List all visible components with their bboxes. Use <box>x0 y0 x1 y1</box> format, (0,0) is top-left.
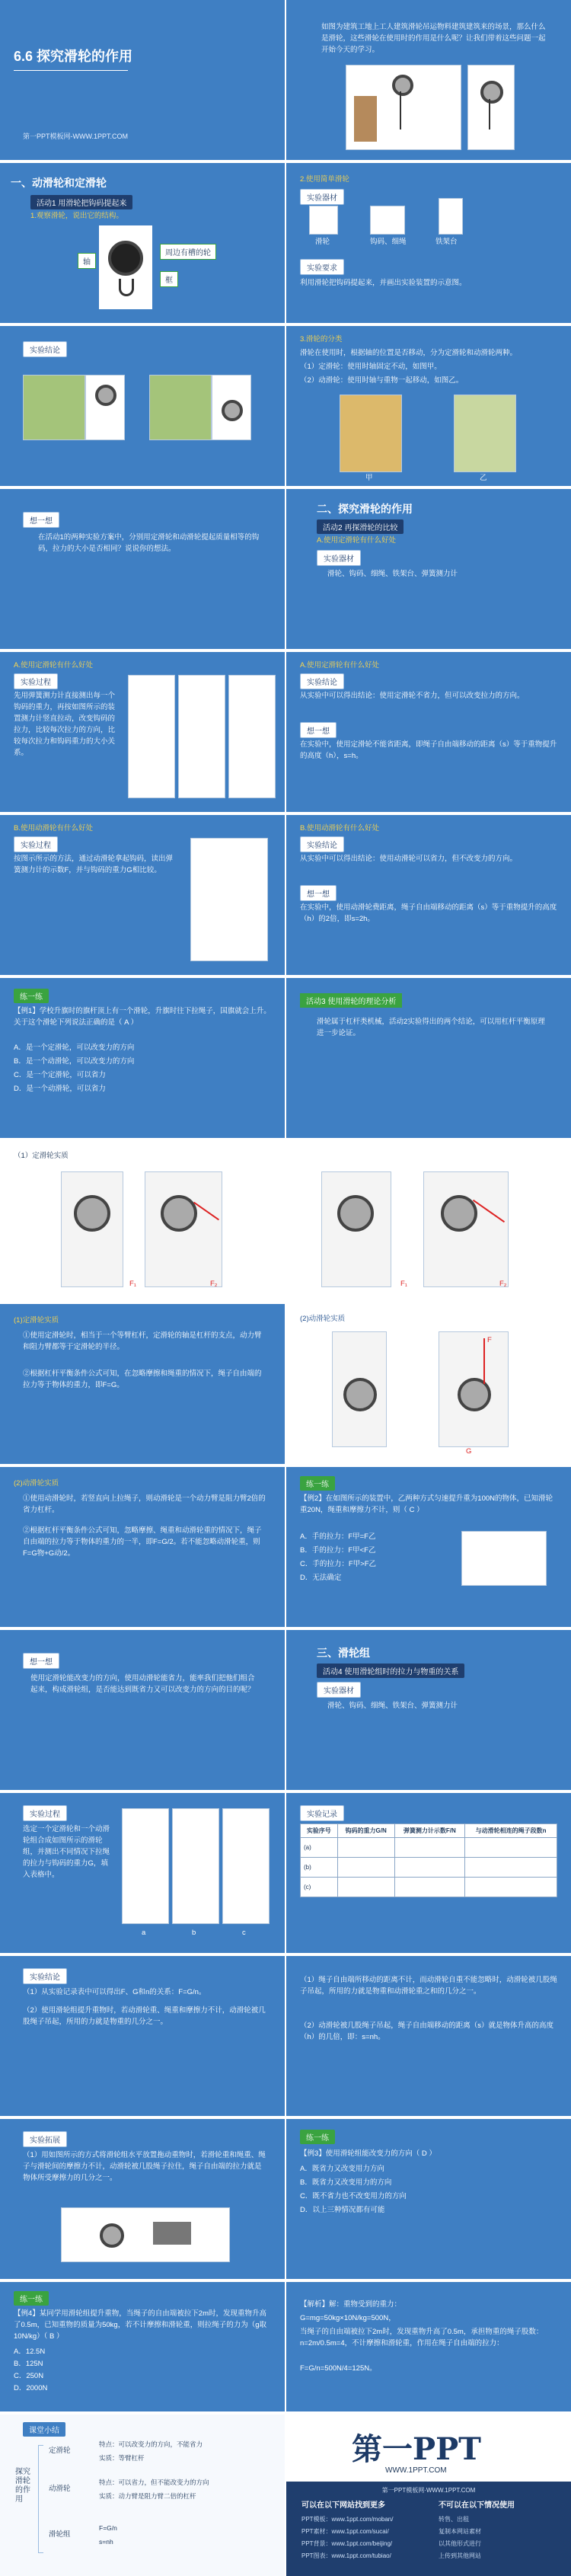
solution-l3: 当绳子的自由端被拉下2m时，发现重物升高了0.5m，承担物重的绳子股数：n=2m/0.5m=4，不计摩擦和滑轮重，作用在绳子自由端的拉力： <box>300 2328 544 2347</box>
slide-1 <box>0 0 285 160</box>
material-list-2: 滑轮、钩码、细绳、铁架台、弹簧测力计 <box>327 570 458 578</box>
practice-tag-2: 练一练 <box>300 1476 335 1491</box>
classification-title: 3.滑轮的分类 <box>300 335 343 344</box>
table-cell <box>337 1858 394 1878</box>
force-arrow-icon-d <box>473 1200 505 1222</box>
conclusion-tag-3: 实验结论 <box>300 836 344 852</box>
table-cell <box>465 1878 557 1897</box>
pulley-wheel-icon <box>108 241 143 276</box>
process-text: 先用弹簧测力计直接测出每一个钩码的重力，再按如图所示的装置测力计竖直拉动，改变钩码的拉力，比较每次拉力的方向，比较每次拉力和钩码重力的大小关系。 <box>14 692 116 757</box>
force-arrow-up-icon <box>483 1338 485 1384</box>
example-2-a: A．手的拉力：F甲=F乙 <box>300 1532 376 1541</box>
link-backgrounds[interactable]: PPT背景：www.1ppt.com/beijing/ <box>301 2540 393 2547</box>
summary-bracket <box>38 2445 43 2553</box>
record-header: 与动滑轮相连的绳子段数n <box>465 1824 557 1838</box>
example-4-c: C．250N <box>14 2372 44 2380</box>
slide-29 <box>0 2282 285 2411</box>
activity-4-tag: 活动4 使用滑轮组时的拉力与物重的关系 <box>317 1664 464 1678</box>
force-f1-label-b: F₁ <box>400 1280 408 1288</box>
pulley-system-b <box>172 1808 219 1924</box>
construction-photo <box>346 65 461 150</box>
horizontal-pulley-icon <box>100 2223 124 2248</box>
slide-16 <box>286 1141 571 1301</box>
fixed-essence-l1: ①使用定滑轮时，相当于一个等臂杠杆，定滑轮的轴是杠杆的支点，动力臂和阻力臂都等于定滑轮的半径。 <box>23 1331 262 1351</box>
process-tag-3: 实验过程 <box>23 1805 67 1821</box>
material-tag-3: 实验器材 <box>317 1682 361 1698</box>
mat-weights <box>370 206 405 235</box>
example-2-d: D．无法确定 <box>300 1574 342 1582</box>
table-cell <box>337 1878 394 1897</box>
extension-text: （1）用如图所示的方式将滑轮组水平放置拖动重物时，若滑轮重和绳重、绳子与滑轮间的摩擦力不计，动滑轮被几股绳子拉住，绳子自由端的拉力就是物体所受摩擦力的几分之一。 <box>23 2151 266 2182</box>
slide-31 <box>0 2415 285 2576</box>
think-text-4: 使用定滑轮能改变力的方向，使用动滑轮能省力，能率我们把他们组合起来，构成滑轮组，是否能达到既省力又可以改变力的方向的目的呢？ <box>30 1674 255 1694</box>
conclusion-tag-2: 实验结论 <box>300 673 344 689</box>
record-table-header-row <box>301 1824 557 1838</box>
activity-3-text: 滑轮属于杠杆类机械，活动2实验得出的两个结论，可以用杠杆平衡原理进一步论证。 <box>317 1018 545 1037</box>
mat-3: 铁架台 <box>435 238 458 246</box>
record-header: 钩码的重力G/N <box>337 1824 394 1838</box>
brand-url: WWW.1PPT.COM <box>385 2466 447 2475</box>
experiment-photo-1 <box>23 375 85 440</box>
fixed-pulley-diagram-c <box>321 1171 391 1287</box>
brand-bar <box>286 2482 571 2576</box>
example-4-question: 【例4】某同学用滑轮组提升重物，当绳子的自由端被拉下2m时，发现重物升高了0.5m，已知重物的质量为50kg，若不计摩擦和滑轮重，则拉绳子的力为（g取10N/kg）（ B ） <box>14 2309 267 2341</box>
slide-24 <box>286 1793 571 1953</box>
classification-l1: 滑轮在使用时，根据轴的位置是否移动，分为定滑轮和动滑轮两种。 <box>300 349 518 357</box>
block-icon <box>153 2222 191 2245</box>
think-tag-2: 想一想 <box>300 722 337 738</box>
brand-bar-text: 第一PPT模板网·WWW.1PPT.COM <box>381 2487 476 2494</box>
example-1-d: D．是一个动滑轮，可以省力 <box>14 1085 106 1093</box>
table-row <box>301 1858 557 1878</box>
summary-node-2: 动滑轮 <box>49 2485 71 2493</box>
movable-pulley-setup <box>190 838 268 961</box>
pulley-photo <box>467 65 515 150</box>
conclusion-tag: 实验结论 <box>23 341 67 357</box>
slide-5 <box>0 326 285 486</box>
group-note-l1: （1）绳子自由端所移动的距离不计，而动滑轮自重不能忽略时，动滑轮被几股绳子吊起，所用的力就是物重和动滑轮重之和的几分之一。 <box>300 1976 557 1996</box>
summary-node-1b: 实质：等臂杠杆 <box>99 2454 145 2462</box>
movable-pulley-wheel-icon <box>343 1378 377 1411</box>
slide-23 <box>0 1793 285 1953</box>
slide-8 <box>286 489 571 649</box>
activity-2-tag: 活动2 再探滑轮的比较 <box>317 519 404 534</box>
pulley-rope <box>489 99 490 129</box>
activity-1-tag: 活动1 用滑轮把钩码提起来 <box>30 195 132 209</box>
movable-essence-l1: ①使用动滑轮时，若竖直向上拉绳子，则动滑轮是一个动力臂是阻力臂2倍的省力杠杆。 <box>23 1494 266 1514</box>
brand-logo: 第一PPT <box>352 2431 481 2467</box>
activity-3-tag: 活动3 使用滑轮的理论分析 <box>300 993 402 1008</box>
conclusion-tag-4: 实验结论 <box>23 1968 67 1984</box>
slide-20 <box>286 1467 571 1627</box>
record-table <box>300 1823 557 1897</box>
label-frame: 框 <box>160 271 178 287</box>
conclusion-l2-b: 在实验中，使用动滑轮费距离，绳子自由端移动的距离（s）等于重物提升的高度（h）的2倍，即s=2h。 <box>300 903 557 923</box>
movable-pulley-diagram-a <box>332 1331 387 1447</box>
requirement-text: 利用滑轮把钩码提起来，并画出实验装置的示意图。 <box>300 279 467 287</box>
table-cell <box>465 1838 557 1858</box>
solution-l2: G=mg=50kg×10N/kg=500N， <box>300 2314 396 2322</box>
force-f-label: F <box>487 1336 492 1344</box>
classification-l2: （1）定滑轮：使用时轴固定不动，如图甲。 <box>300 363 442 371</box>
record-row-label: (a) <box>301 1838 338 1858</box>
fixed-essence-title: （1）定滑轮实质 <box>14 1152 69 1160</box>
example-1-b: B．是一个动滑轮，可以改变力的方向 <box>14 1057 135 1066</box>
think-text: 在活动1的两种实验方案中，分别用定滑轮和动滑轮提起质量相等的钩码，拉力的大小是否相同？说说你的想法。 <box>38 533 260 553</box>
mat-stand <box>439 198 463 235</box>
movable-essence-title: (2)动滑轮实质 <box>300 1315 346 1323</box>
pulley-system-c <box>222 1808 270 1924</box>
slide-11 <box>0 815 285 975</box>
table-row <box>301 1878 557 1897</box>
pulley-wheel-icon <box>480 81 503 104</box>
section-2-title: 二、探究滑轮的作用 <box>317 503 413 515</box>
example-3-b: B．既省力又改变用力的方向 <box>300 2178 392 2187</box>
process-photo-1 <box>128 675 175 798</box>
slide-18 <box>286 1304 571 1464</box>
example-4-d: D．2000N <box>14 2384 48 2392</box>
slide-25 <box>0 1956 285 2116</box>
example-3-question: 【例3】使用滑轮组能改变力的方向（ D ） <box>300 2149 436 2158</box>
record-row-label: (b) <box>301 1858 338 1878</box>
rope <box>400 91 401 129</box>
force-arrow-icon <box>193 1202 219 1221</box>
process-text-2: 按图示所示的方法，通过动滑轮拿起钩码，读出弹簧测力计的示数F，并与钩码的重力G相比较。 <box>14 855 174 874</box>
force-f2-label: F₂ <box>210 1280 218 1288</box>
practice-tag: 练一练 <box>14 989 49 1003</box>
slide-22 <box>286 1630 571 1790</box>
group-conclusion-l1: （1）从实验记录表中可以得出F、G和n的关系：F=G/n。 <box>23 1988 206 1996</box>
slide-3 <box>0 163 285 323</box>
slide-3-section: 一、动滑轮和定滑轮 <box>11 177 107 189</box>
pulley-icon <box>392 75 413 96</box>
link-templates[interactable]: PPT模板：www.1ppt.com/moban/ <box>301 2516 394 2523</box>
solution-l1: 【解析】解：重物受到的重力： <box>300 2300 402 2309</box>
example-1-a: A．是一个定滑轮，可以改变力的方向 <box>14 1044 135 1052</box>
table-row <box>301 1838 557 1858</box>
movable-essence-title-2: (2)动滑轮实质 <box>14 1479 59 1488</box>
caption-a: a <box>142 1929 146 1937</box>
restriction-4: 上传到其他网站 <box>439 2552 481 2559</box>
fixed-pulley-icon <box>95 385 116 406</box>
slide-9-title: A.使用定滑轮有什么好处 <box>14 661 93 670</box>
restriction-3: 以其他形式进行 <box>439 2540 481 2547</box>
process-tag: 实验过程 <box>14 673 58 689</box>
caption-c: c <box>242 1929 246 1937</box>
extension-tag: 实验拓展 <box>23 2131 67 2147</box>
example-2-c: C．手的拉力：F甲>F乙 <box>300 1560 377 1568</box>
section-3-title: 三、滑轮组 <box>317 1647 370 1659</box>
summary-node-2b: 实质：动力臂是阻力臂二倍的杠杆 <box>99 2492 196 2500</box>
process-tag-2: 实验过程 <box>14 836 58 852</box>
slide-3-item1: 1.观察滑轮，说出它的结构。 <box>30 212 123 220</box>
fixed-essence-l2: ②根据杠杆平衡条件公式可知，在忽略摩擦和绳重的情况下，绳子自由端的拉力等于物体的重力，即F=G。 <box>23 1369 262 1389</box>
link-charts[interactable]: PPT图表：www.1ppt.com/tubiao/ <box>301 2552 391 2559</box>
example-2-figure <box>461 1531 547 1586</box>
slide-30 <box>286 2282 571 2411</box>
think-tag-3: 想一想 <box>300 885 337 901</box>
slide-7 <box>0 489 285 649</box>
summary-tag: 课堂小结 <box>23 2422 65 2437</box>
slide-2-intro: 如图为建筑工地上工人建筑滑轮吊运物料建筑建筑来的场景，那么什么是滑轮，这些滑轮在使用时的作用是什么呢？让我们带着这些问题一起开始今天的学习。 <box>321 23 546 54</box>
example-1-c: C．是一个定滑轮，可以省力 <box>14 1071 106 1079</box>
conclusion-l2: 在实验中，使用定滑轮不能省距离，即绳子自由端移动的距离（s）等于重物提升的高度（h），s=h。 <box>300 740 557 760</box>
process-text-3: 选定一个定滑轮和一个动滑轮组合成如图所示的滑轮组，并测出不同情况下拉绳的拉力与钩码的重力G，填入表格中。 <box>23 1825 110 1879</box>
slide-10-title: A.使用定滑轮有什么好处 <box>300 661 379 670</box>
force-f1-label: F₁ <box>129 1280 137 1288</box>
mat-pulley <box>309 206 338 235</box>
slide-15 <box>0 1141 285 1301</box>
experiment-diagram-1 <box>85 375 125 440</box>
example-4-a: A．12.5N <box>14 2347 46 2356</box>
fixed-pulley-image <box>340 395 402 472</box>
summary-node-2a: 特点：可以省力，但不能改变力的方向 <box>99 2479 209 2486</box>
slide-12-title: B.使用动滑轮有什么好处 <box>300 824 379 833</box>
process-photo-2 <box>178 675 225 798</box>
mat-1: 滑轮 <box>315 238 330 246</box>
record-tag: 实验记录 <box>300 1805 344 1821</box>
slide-6 <box>286 326 571 486</box>
group-note-l2: （2）动滑轮被几股绳子吊起，绳子自由端移动的距离（s）就是物体升高的高度（h）的几倍，即：s=nh。 <box>300 2021 554 2041</box>
restriction-1: 转售、出租 <box>439 2516 469 2523</box>
wall-icon <box>354 96 377 142</box>
solution-l4: F=G/n=500N/4=125N。 <box>300 2364 377 2373</box>
force-f2-label-b: F₂ <box>499 1280 507 1288</box>
summary-node-3a: F=G/n <box>99 2524 117 2532</box>
think-tag: 想一想 <box>23 512 59 528</box>
slide-9 <box>0 652 285 812</box>
link-materials[interactable]: PPT素材：www.1ppt.com/sucai/ <box>301 2528 389 2535</box>
activity-2-sub: A.使用定滑轮有什么好处 <box>317 536 396 545</box>
example-1-question: 【例1】学校升旗时的旗杆顶上有一个滑轮，升旗时往下拉绳子，国旗就会上升。关于这个滑轮下列说法正确的是（ A ） <box>14 1007 271 1027</box>
label-wheel: 周边有槽的轮 <box>160 244 216 260</box>
slide-26 <box>286 1956 571 2116</box>
fixed-pulley-diagram-a <box>61 1171 123 1287</box>
table-cell <box>394 1838 464 1858</box>
summary-node-3b: s=nh <box>99 2538 113 2546</box>
pulley-system-a <box>122 1808 169 1924</box>
slide-21 <box>0 1630 285 1790</box>
summary-node-1: 定滑轮 <box>49 2447 71 2455</box>
slide-1-subtitle: 第一PPT模板网-WWW.1PPT.COM <box>23 133 128 140</box>
caption-b: b <box>192 1929 196 1937</box>
slide-19 <box>0 1467 285 1627</box>
movable-pulley-wheel-icon-b <box>458 1378 491 1411</box>
table-cell <box>337 1838 394 1858</box>
requirement-tag: 实验要求 <box>300 259 344 275</box>
fixed-essence-title-2: (1)定滑轮实质 <box>14 1316 59 1325</box>
restriction-2: 复制本网站素材 <box>439 2528 481 2535</box>
example-3-c: C．既不省力也不改变用力的方向 <box>300 2192 407 2200</box>
material-list-3: 滑轮、钩码、细绳、铁架台、弹簧测力计 <box>327 1702 458 1710</box>
process-photo-3 <box>228 675 276 798</box>
slide-1-divider <box>14 70 128 71</box>
slide-14 <box>286 978 571 1138</box>
slide-32 <box>286 2415 571 2576</box>
slide-11-title: B.使用动滑轮有什么好处 <box>14 824 93 833</box>
summary-root: 探究滑轮的作用 <box>15 2468 30 2504</box>
example-3-d: D．以上三种情况都有可能 <box>300 2206 385 2214</box>
example-2-question: 【例2】在如图所示的装置中，乙两种方式匀速提升重为100N的物体，已知滑轮重20N，绳重和摩擦力不计，则（ C ） <box>300 1494 553 1514</box>
record-header: 弹簧测力计示数F/N <box>394 1824 464 1838</box>
table-cell <box>394 1858 464 1878</box>
summary-node-3: 滑轮组 <box>49 2530 71 2539</box>
classification-l3: （2）动滑轮：使用时轴与重物一起移动，如图乙。 <box>300 376 464 385</box>
pulley-diagram <box>99 225 152 309</box>
fixed-pulley-wheel-icon <box>74 1195 110 1232</box>
record-header: 实验序号 <box>301 1824 338 1838</box>
fixed-pulley-diagram-d <box>423 1171 509 1287</box>
material-tag-2: 实验器材 <box>317 550 361 566</box>
left-head: 可以在以下网站找到更多 <box>301 2501 385 2510</box>
movable-pulley-icon <box>222 400 243 421</box>
force-g-label: G <box>466 1447 472 1456</box>
horizontal-pulley-figure <box>61 2207 230 2262</box>
movable-essence-l2: ②根据杠杆平衡条件公式可知，忽略摩擦、绳重和动滑轮重的情况下，绳子自由端的拉力等于物体的重力的一半，即F=G/2。若不能忽略动滑轮重，则F=G物+G动/2。 <box>23 1526 262 1558</box>
slide-27 <box>0 2119 285 2279</box>
slide-12 <box>286 815 571 975</box>
experiment-photo-2 <box>149 375 212 440</box>
slide-2 <box>286 0 571 160</box>
practice-tag-4: 练一练 <box>14 2291 49 2306</box>
example-2-b: B．手的拉力：F甲<F乙 <box>300 1546 376 1555</box>
fixed-pulley-diagram-b <box>145 1171 222 1287</box>
slide-17 <box>0 1304 285 1464</box>
slide-4-title: 2.使用简单滑轮 <box>300 175 349 184</box>
example-4-b: B．125N <box>14 2360 43 2368</box>
slide-1-title: 6.6 探究滑轮的作用 <box>14 49 133 64</box>
experiment-diagram-2 <box>212 375 251 440</box>
material-tag: 实验器材 <box>300 189 344 205</box>
think-tag-4: 想一想 <box>23 1653 59 1669</box>
right-head: 不可以在以下情况使用 <box>439 2501 515 2510</box>
slide-4 <box>286 163 571 323</box>
example-3-a: A．既省力又改变用力方向 <box>300 2165 384 2173</box>
summary-node-1a: 特点：可以改变力的方向，不能省力 <box>99 2440 203 2448</box>
movable-pulley-image <box>454 395 516 472</box>
slide-10 <box>286 652 571 812</box>
caption-jia: 甲 <box>365 474 373 482</box>
movable-pulley-diagram-b <box>439 1331 509 1447</box>
slide-13 <box>0 978 285 1138</box>
table-cell <box>465 1858 557 1878</box>
fixed-pulley-wheel-icon-b <box>161 1195 197 1232</box>
conclusion-l1-b: 从实验中可以得出结论：使用动滑轮可以省力，但不改变力的方向。 <box>300 855 518 863</box>
practice-tag-3: 练一练 <box>300 2130 335 2144</box>
mat-2: 钩码、细绳 <box>370 238 407 246</box>
table-cell <box>394 1878 464 1897</box>
record-row-label: (c) <box>301 1878 338 1897</box>
conclusion-l1: 从实验中可以得出结论：使用定滑轮不省力，但可以改变拉力的方向。 <box>300 692 525 700</box>
label-axis: 轴 <box>78 253 96 269</box>
group-conclusion-l2: （2）使用滑轮组提升重物时，若动滑轮重、绳重和摩擦力不计，动滑轮被几股绳子吊起，所用的力就是物重的几分之一。 <box>23 2006 266 2026</box>
caption-yi: 乙 <box>480 474 487 482</box>
slide-28 <box>286 2119 571 2279</box>
hook-icon <box>119 279 134 296</box>
fixed-pulley-wheel-icon-c <box>337 1195 374 1232</box>
